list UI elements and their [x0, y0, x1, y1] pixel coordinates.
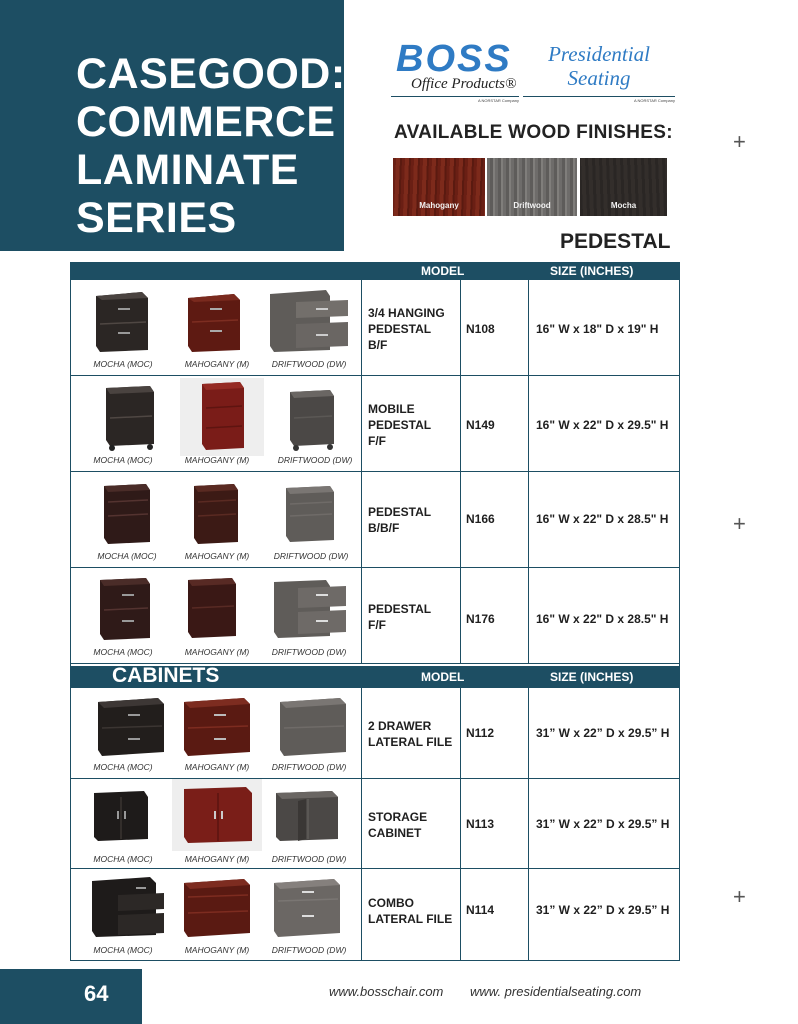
caption-mahogany: MAHOGANY (M): [184, 762, 250, 772]
product-size: 31” W x 22” D x 29.5” H: [536, 903, 670, 917]
cabinet-mahogany-image: [172, 779, 262, 851]
product-model: N166: [466, 512, 495, 526]
product-description: 2 DRAWER LATERAL FILE: [368, 719, 453, 749]
page-title: [76, 50, 346, 242]
title-line: COMMERCE: [76, 98, 336, 146]
caption-mocha: MOCHA (MOC): [93, 359, 153, 369]
logo-rule: [391, 96, 519, 97]
swatch-driftwood: Driftwood: [487, 158, 577, 216]
model-column-header: MODEL: [421, 670, 465, 684]
pedestal-mocha-image: [90, 288, 152, 354]
title-line: LAMINATE: [76, 146, 299, 194]
title-line: CASEGOOD:: [76, 50, 346, 98]
product-description: PEDESTAL B/B/F: [368, 505, 432, 535]
pedestal-driftwood-image: [280, 482, 344, 546]
pedestal-mahogany-image: [180, 378, 264, 456]
caption-mocha: MOCHA (MOC): [93, 945, 153, 955]
cabinet-driftwood-image: [272, 787, 350, 845]
caption-mocha: MOCHA (MOC): [93, 762, 153, 772]
presidential-logo-word: Presidential Seating: [548, 42, 650, 90]
boss-logo-sub: Office Products®: [411, 76, 517, 92]
product-size: 31” W x 22” D x 29.5” H: [536, 817, 670, 831]
caption-driftwood: DRIFTWOOD (DW): [271, 945, 347, 955]
title-line: SERIES: [76, 194, 237, 242]
boss-logo: [391, 40, 519, 102]
product-size: 31” W x 22” D x 29.5” H: [536, 726, 670, 740]
finishes-heading: AVAILABLE WOOD FINISHES:: [394, 122, 673, 143]
product-size: 16" W x 18" D x 19" H: [536, 322, 659, 336]
product-model: N176: [466, 612, 495, 626]
table-row: [70, 568, 680, 664]
product-description: STORAGE CABINET: [368, 810, 428, 840]
caption-driftwood: DRIFTWOOD (DW): [271, 359, 347, 369]
plus-icon: +: [733, 511, 746, 536]
product-description: COMBO LATERAL FILE: [368, 896, 453, 926]
product-model: N112: [466, 726, 495, 740]
page-number-block: [0, 969, 142, 1024]
caption-mocha: MOCHA (MOC): [93, 854, 153, 864]
plus-icon: +: [733, 884, 746, 909]
pedestal-header-row: [70, 262, 680, 280]
product-model: N114: [466, 903, 495, 917]
table-row: [70, 688, 680, 779]
product-description: MOBILE PEDESTAL F/F: [368, 402, 432, 448]
caption-mahogany: MAHOGANY (M): [184, 854, 250, 864]
pedestal-mahogany-image: [182, 574, 242, 642]
swatch-mahogany: Mahogany: [393, 158, 485, 216]
caption-mocha: MOCHA (MOC): [93, 647, 153, 657]
caption-mocha: MOCHA (MOC): [97, 551, 157, 561]
caption-driftwood: DRIFTWOOD (DW): [271, 647, 347, 657]
caption-driftwood: DRIFTWOOD (DW): [271, 854, 347, 864]
title-block: [0, 0, 344, 251]
pedestal-mahogany-image: [188, 480, 246, 546]
pedestal-driftwood-image: [270, 576, 350, 642]
caption-mahogany: MAHOGANY (M): [184, 551, 250, 561]
section-title-cabinets: CABINETS: [112, 664, 220, 687]
pedestal-mahogany-image: [182, 290, 244, 354]
size-column-header: SIZE (INCHES): [550, 264, 634, 278]
cabinet-mocha-image: [88, 873, 168, 941]
logo-rule: [523, 96, 675, 97]
product-model: N108: [466, 322, 495, 336]
model-column-header: MODEL: [421, 264, 465, 278]
pedestal-driftwood-image: [284, 386, 344, 452]
boss-logo-word: BOSS: [396, 38, 512, 80]
swatch-mocha: Mocha: [580, 158, 667, 216]
product-size: 16" W x 22" D x 28.5" H: [536, 512, 669, 526]
product-model: N113: [466, 817, 495, 831]
section-title-pedestal: PEDESTAL: [560, 230, 671, 253]
product-description: 3/4 HANGING PEDESTAL B/F: [368, 306, 445, 352]
page-number: 64: [84, 981, 109, 1006]
size-column-header: SIZE (INCHES): [550, 670, 634, 684]
website-link[interactable]: www. presidentialseating.com: [470, 984, 642, 999]
logo-tagline: A NORSTAR Company: [477, 98, 519, 103]
cabinet-driftwood-image: [276, 694, 348, 758]
product-size: 16" W x 22" D x 29.5" H: [536, 418, 669, 432]
caption-mocha: MOCHA (MOC): [93, 455, 153, 465]
cabinet-driftwood-image: [270, 875, 342, 939]
presidential-logo: [523, 40, 675, 102]
pedestal-mocha-image: [94, 574, 158, 644]
table-row: [70, 779, 680, 869]
table-row: [70, 869, 680, 961]
product-description: PEDESTAL F/F: [368, 602, 432, 632]
cabinet-mahogany-image: [180, 694, 252, 758]
plus-icon: +: [733, 129, 746, 154]
logo-tagline: A NORSTAR Company: [633, 98, 675, 103]
caption-mahogany: MAHOGANY (M): [184, 647, 250, 657]
product-table: [70, 262, 680, 961]
caption-mahogany: MAHOGANY (M): [184, 455, 250, 465]
cabinet-mocha-image: [90, 787, 152, 845]
caption-mahogany: MAHOGANY (M): [184, 945, 250, 955]
pedestal-driftwood-image: [266, 288, 352, 354]
cabinet-mocha-image: [94, 694, 166, 758]
pedestal-mocha-image: [98, 480, 158, 546]
product-model: N149: [466, 418, 495, 432]
caption-driftwood: DRIFTWOOD (DW): [271, 762, 347, 772]
caption-driftwood: DRIFTWOOD (DW): [273, 551, 349, 561]
caption-mahogany: MAHOGANY (M): [184, 359, 250, 369]
product-size: 16" W x 22" D x 28.5" H: [536, 612, 669, 626]
cabinet-mahogany-image: [180, 875, 252, 939]
website-link[interactable]: www.bosschair.com: [329, 984, 444, 999]
table-row: [70, 472, 680, 568]
cabinets-header-row: [70, 666, 680, 688]
caption-driftwood: DRIFTWOOD (DW): [277, 455, 353, 465]
pedestal-mocha-image: [100, 382, 160, 452]
table-row: [70, 280, 680, 376]
table-row: [70, 376, 680, 472]
